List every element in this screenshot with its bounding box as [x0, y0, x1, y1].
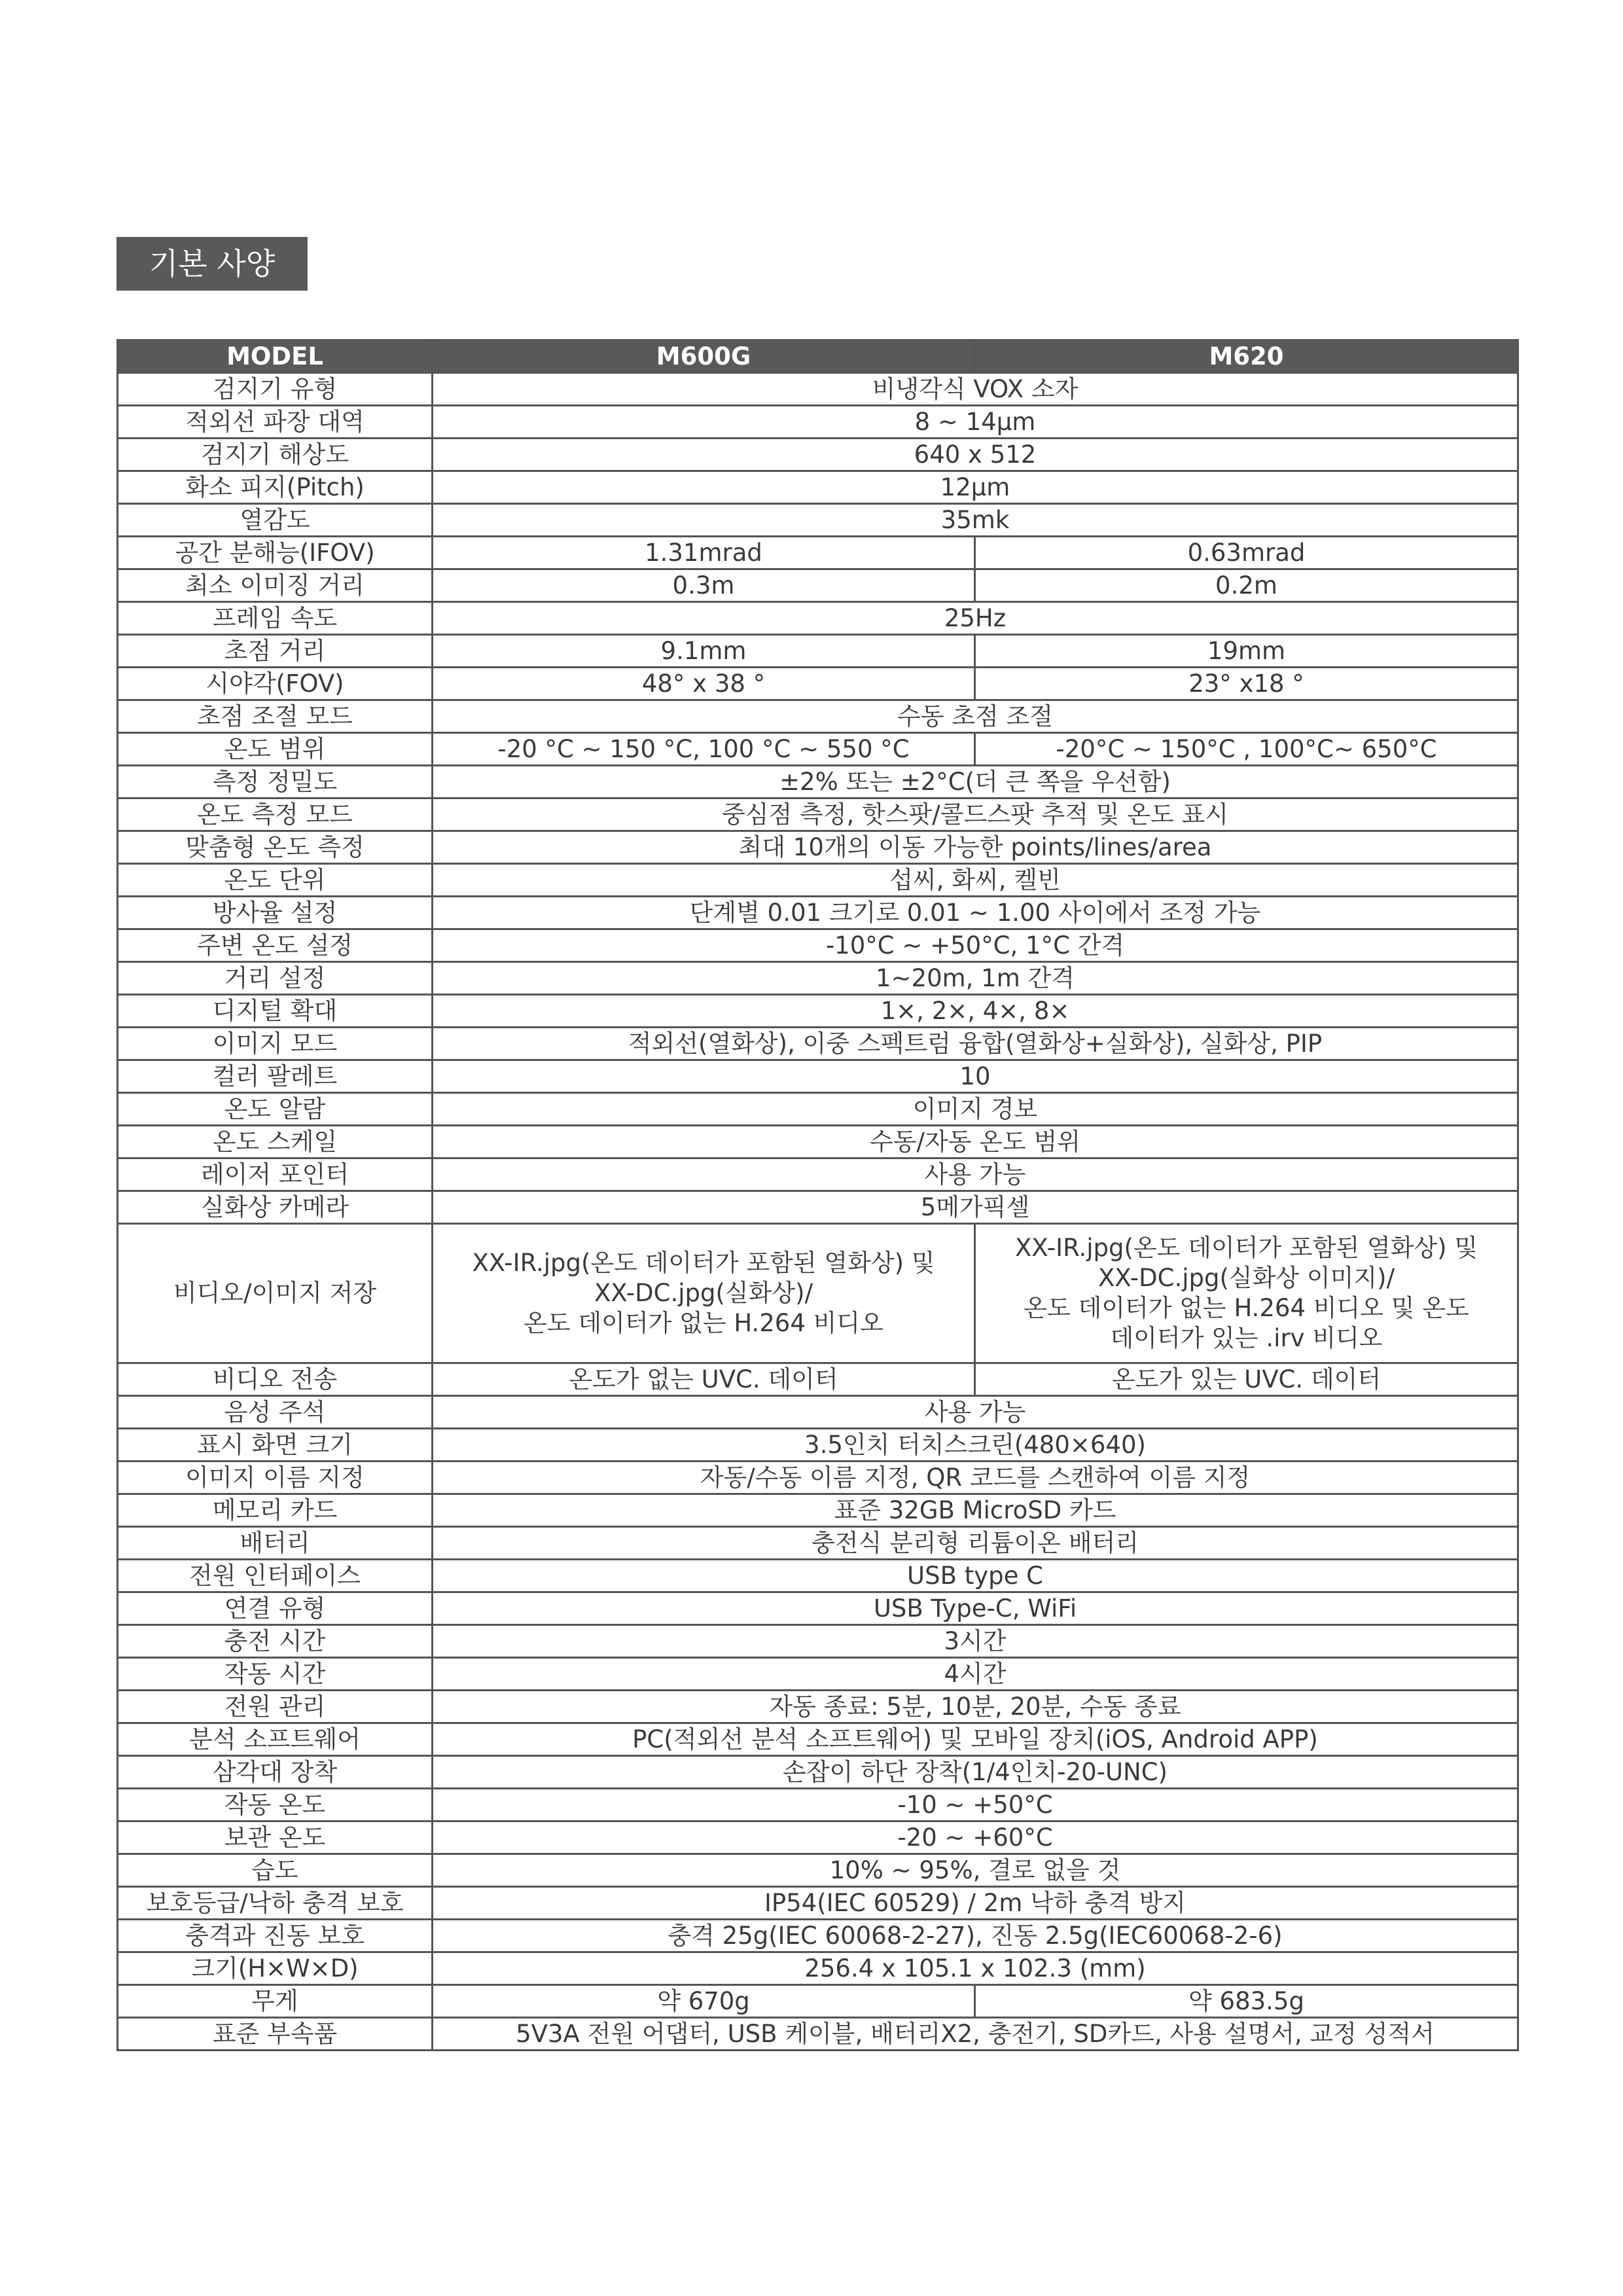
row-label: 이미지 모드	[118, 1028, 433, 1060]
row-value: IP54(IEC 60529) / 2m 낙하 충격 방지	[433, 1887, 1518, 1920]
row-label: 맞춤형 온도 측정	[118, 831, 433, 864]
row-label: 주변 온도 설정	[118, 929, 433, 962]
row-label: 레이저 포인터	[118, 1158, 433, 1191]
row-label: 실화상 카메라	[118, 1191, 433, 1224]
row-label: 온도 스케일	[118, 1126, 433, 1158]
row-label: 분석 소프트웨어	[118, 1723, 433, 1756]
row-label: 온도 측정 모드	[118, 798, 433, 831]
row-label: 비디오/이미지 저장	[118, 1224, 433, 1363]
row-value: 표준 32GB MicroSD 카드	[433, 1494, 1518, 1527]
row-value: 3시간	[433, 1625, 1518, 1658]
text-line: XX-DC.jpg(실화상 이미지)/	[1097, 1264, 1395, 1292]
row-label: 초점 조절 모드	[118, 700, 433, 733]
row-value: 8 ~ 14μm	[433, 406, 1518, 439]
row-value-model-b: 온도가 있는 UVC. 데이터	[975, 1363, 1518, 1396]
row-value: -20 ~ +60°C	[433, 1821, 1518, 1854]
row-value-model-a: 약 670g	[433, 1985, 975, 2018]
row-label: 연결 유형	[118, 1592, 433, 1625]
row-value: 자동 종료: 5분, 10분, 20분, 수동 종료	[433, 1691, 1518, 1723]
row-value: 사용 가능	[433, 1158, 1518, 1191]
table-row	[118, 504, 1518, 537]
row-value: -10°C ~ +50°C, 1°C 간격	[433, 929, 1518, 962]
table-row	[118, 1625, 1518, 1658]
row-label: 전원 관리	[118, 1691, 433, 1723]
table-row	[118, 1560, 1518, 1592]
table-row	[118, 373, 1518, 406]
row-label: 측정 정밀도	[118, 766, 433, 798]
row-value-model-b: -20°C ~ 150°C , 100°C~ 650°C	[975, 733, 1518, 766]
row-label: 보호등급/낙하 충격 보호	[118, 1887, 433, 1920]
table-row	[118, 1723, 1518, 1756]
table-row	[118, 798, 1518, 831]
row-value: 최대 10개의 이동 가능한 points/lines/area	[433, 831, 1518, 864]
row-value-model-b: 23° x18 °	[975, 668, 1518, 700]
table-row	[118, 1592, 1518, 1625]
row-value: 3.5인치 터치스크린(480×640)	[433, 1429, 1518, 1462]
row-label: 적외선 파장 대역	[118, 406, 433, 439]
row-value: 비냉각식 VOX 소자	[433, 373, 1518, 406]
row-value: 256.4 x 105.1 x 102.3 (mm)	[433, 1952, 1518, 1985]
row-value-model-b: 0.2m	[975, 569, 1518, 602]
table-row	[118, 1658, 1518, 1691]
row-label: 최소 이미징 거리	[118, 569, 433, 602]
text-line: XX-DC.jpg(실화상)/	[594, 1279, 813, 1307]
row-value-model-b: 약 683.5g	[975, 1985, 1518, 2018]
table-row	[118, 537, 1518, 569]
header-model-a: M600G	[433, 340, 975, 373]
section-title: 기본 사양	[116, 237, 308, 291]
table-row	[118, 733, 1518, 766]
row-label: 삼각대 장착	[118, 1756, 433, 1789]
row-value: 640 x 512	[433, 439, 1518, 471]
row-label: 거리 설정	[118, 962, 433, 995]
row-value: 10% ~ 95%, 결로 없을 것	[433, 1854, 1518, 1887]
row-value: 섭씨, 화씨, 켈빈	[433, 864, 1518, 897]
row-label: 배터리	[118, 1527, 433, 1560]
row-value: 손잡이 하단 장착(1/4인치-20-UNC)	[433, 1756, 1518, 1789]
table-row	[118, 471, 1518, 504]
row-label: 무게	[118, 1985, 433, 2018]
table-row	[118, 1060, 1518, 1093]
row-value: 10	[433, 1060, 1518, 1093]
row-value-model-b	[975, 1224, 1518, 1363]
row-label: 전원 인터페이스	[118, 1560, 433, 1592]
table-row	[118, 1224, 1518, 1363]
row-value-model-a: 48° x 38 °	[433, 668, 975, 700]
row-label: 음성 주석	[118, 1396, 433, 1429]
table-row	[118, 1985, 1518, 2018]
row-value: -10 ~ +50°C	[433, 1789, 1518, 1821]
row-value-model-a	[433, 1224, 975, 1363]
row-label: 프레임 속도	[118, 602, 433, 635]
row-label: 초점 거리	[118, 635, 433, 668]
row-value: 단계별 0.01 크기로 0.01 ~ 1.00 사이에서 조정 가능	[433, 897, 1518, 929]
row-value: 충격 25g(IEC 60068-2-27), 진동 2.5g(IEC60068-2-6)	[433, 1920, 1518, 1952]
row-label: 작동 온도	[118, 1789, 433, 1821]
row-label: 방사율 설정	[118, 897, 433, 929]
row-value: 이미지 경보	[433, 1093, 1518, 1126]
row-value: 사용 가능	[433, 1396, 1518, 1429]
spec-table	[116, 339, 1519, 2051]
table-row	[118, 668, 1518, 700]
row-label: 충격과 진동 보호	[118, 1920, 433, 1952]
text-line: XX-IR.jpg(온도 데이터가 포함된 열화상) 및	[1014, 1234, 1478, 1262]
row-value-model-b: 19mm	[975, 635, 1518, 668]
row-label: 시야각(FOV)	[118, 668, 433, 700]
row-value-model-b: 0.63mrad	[975, 537, 1518, 569]
row-value: 5메가픽셀	[433, 1191, 1518, 1224]
row-label: 디지털 확대	[118, 995, 433, 1028]
row-value: 35mk	[433, 504, 1518, 537]
row-label: 작동 시간	[118, 1658, 433, 1691]
table-row	[118, 1429, 1518, 1462]
row-value-model-a: 1.31mrad	[433, 537, 975, 569]
row-label: 메모리 카드	[118, 1494, 433, 1527]
row-value: 충전식 분리형 리튬이온 배터리	[433, 1527, 1518, 1560]
row-value: ±2% 또는 ±2°C(더 큰 쪽을 우선함)	[433, 766, 1518, 798]
table-row	[118, 1789, 1518, 1821]
table-row	[118, 1363, 1518, 1396]
table-row	[118, 1527, 1518, 1560]
header-model: MODEL	[118, 340, 433, 373]
table-row	[118, 406, 1518, 439]
row-value: 25Hz	[433, 602, 1518, 635]
table-row	[118, 1396, 1518, 1429]
row-label: 검지기 해상도	[118, 439, 433, 471]
table-row	[118, 1158, 1518, 1191]
table-row	[118, 1028, 1518, 1060]
table-row	[118, 700, 1518, 733]
table-row	[118, 1821, 1518, 1854]
row-value: PC(적외선 분석 소프트웨어) 및 모바일 장치(iOS, Android APP)	[433, 1723, 1518, 1756]
row-label: 화소 피지(Pitch)	[118, 471, 433, 504]
table-row	[118, 2018, 1518, 2051]
text-line: 데이터가 있는 .irv 비디오	[1110, 1324, 1383, 1352]
header-model-b: M620	[975, 340, 1518, 373]
table-row	[118, 635, 1518, 668]
row-value-model-a: 온도가 없는 UVC. 데이터	[433, 1363, 975, 1396]
table-row	[118, 1854, 1518, 1887]
table-row	[118, 1691, 1518, 1723]
table-row	[118, 831, 1518, 864]
table-row	[118, 1920, 1518, 1952]
row-value-model-a: 9.1mm	[433, 635, 975, 668]
row-label: 충전 시간	[118, 1625, 433, 1658]
table-row	[118, 1191, 1518, 1224]
row-label: 표준 부속품	[118, 2018, 433, 2051]
row-value: USB Type-C, WiFi	[433, 1592, 1518, 1625]
row-label: 온도 범위	[118, 733, 433, 766]
row-label: 습도	[118, 1854, 433, 1887]
table-header-row	[118, 340, 1518, 373]
table-row	[118, 1756, 1518, 1789]
row-label: 표시 화면 크기	[118, 1429, 433, 1462]
row-value: 1×, 2×, 4×, 8×	[433, 995, 1518, 1028]
table-row	[118, 1887, 1518, 1920]
row-label: 컬러 팔레트	[118, 1060, 433, 1093]
row-value: 1~20m, 1m 간격	[433, 962, 1518, 995]
row-label: 공간 분해능(IFOV)	[118, 537, 433, 569]
row-label: 비디오 전송	[118, 1363, 433, 1396]
table-row	[118, 995, 1518, 1028]
row-value: 12μm	[433, 471, 1518, 504]
table-row	[118, 766, 1518, 798]
row-value: 수동 초점 조절	[433, 700, 1518, 733]
table-row	[118, 439, 1518, 471]
table-row	[118, 1093, 1518, 1126]
row-value-model-a: 0.3m	[433, 569, 975, 602]
row-label: 검지기 유형	[118, 373, 433, 406]
row-value: 수동/자동 온도 범위	[433, 1126, 1518, 1158]
table-row	[118, 1126, 1518, 1158]
row-label: 이미지 이름 지정	[118, 1462, 433, 1494]
row-label: 보관 온도	[118, 1821, 433, 1854]
table-row	[118, 962, 1518, 995]
row-label: 온도 알람	[118, 1093, 433, 1126]
text-line: XX-IR.jpg(온도 데이터가 포함된 열화상) 및	[472, 1249, 935, 1277]
row-value: 적외선(열화상), 이중 스펙트럼 융합(열화상+실화상), 실화상, PIP	[433, 1028, 1518, 1060]
table-row	[118, 569, 1518, 602]
row-label: 온도 단위	[118, 864, 433, 897]
row-label: 열감도	[118, 504, 433, 537]
row-value: 중심점 측정, 핫스팟/콜드스팟 추적 및 온도 표시	[433, 798, 1518, 831]
row-label: 크기(H×W×D)	[118, 1952, 433, 1985]
text-line: 온도 데이터가 없는 H.264 비디오	[524, 1309, 883, 1337]
text-line: 온도 데이터가 없는 H.264 비디오 및 온도	[1024, 1294, 1469, 1322]
row-value: USB type C	[433, 1560, 1518, 1592]
row-value: 자동/수동 이름 지정, QR 코드를 스캔하여 이름 지정	[433, 1462, 1518, 1494]
table-row	[118, 1494, 1518, 1527]
table-row	[118, 929, 1518, 962]
row-value: 4시간	[433, 1658, 1518, 1691]
row-value-model-a: -20 °C ~ 150 °C, 100 °C ~ 550 °C	[433, 733, 975, 766]
table-row	[118, 1462, 1518, 1494]
table-row	[118, 864, 1518, 897]
table-row	[118, 602, 1518, 635]
row-value: 5V3A 전원 어댑터, USB 케이블, 배터리X2, 충전기, SD카드, 사용 설명서, 교정 성적서	[433, 2018, 1518, 2051]
table-row	[118, 897, 1518, 929]
table-row	[118, 1952, 1518, 1985]
